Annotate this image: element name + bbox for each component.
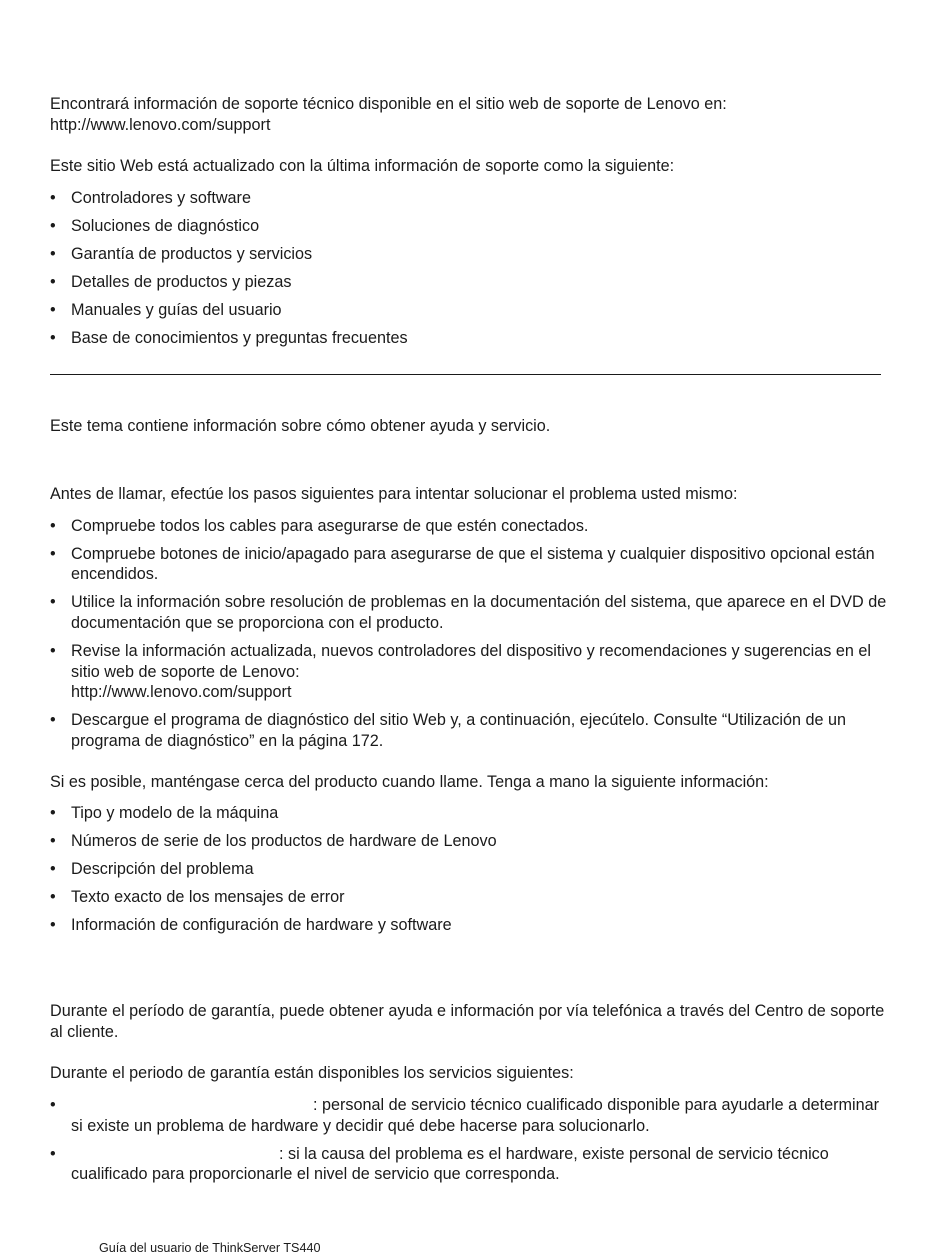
list-item: • Números de serie de los productos de hardware de Lenovo: [50, 831, 890, 852]
support-intro-text: Encontrará información de soporte técnico disponible en el sitio web de soporte de Lenovo en:: [50, 95, 727, 113]
help-intro: Este tema contiene información sobre cómo obtener ayuda y servicio.: [50, 416, 551, 435]
site-lead: Este sitio Web está actualizado con la última información de soporte como la siguiente:: [50, 157, 675, 176]
revise-text: Revise la información actualizada, nuevos controladores del dispositivo y recomendaciones y sugerencias en el sitio web de soporte de Lenovo:: [71, 642, 871, 681]
warranty-lead: Durante el periodo de garantía están disponibles los servicios siguientes:: [50, 1064, 574, 1083]
list-item: • Compruebe botones de inicio/apagado para asegurarse de que el sistema y cualquier dispositivo opcional están encendidos.: [50, 544, 890, 585]
list-item: • Detalles de productos y piezas: [50, 272, 890, 293]
list-item: • Manuales y guías del usuario: [50, 300, 890, 321]
list-item: [50, 1144, 890, 1185]
page-footer: Guía del usuario de ThinkServer TS440: [99, 1241, 321, 1255]
before-call-lead: Antes de llamar, efectúe los pasos siguientes para intentar solucionar el problema usted mismo:: [50, 485, 738, 504]
list-item: • Texto exacto de los mensajes de error: [50, 887, 890, 908]
list-item: • Controladores y software: [50, 188, 890, 209]
warranty-services-list: [50, 1095, 890, 1185]
before-call-list: [50, 516, 890, 752]
document-body: [50, 94, 890, 1192]
list-item: • Utilice la información sobre resolución de problemas en la documentación del sistema, que aparece en el DVD de documentación que se proporciona con el producto.: [50, 592, 890, 633]
list-item: • Descripción del problema: [50, 859, 890, 880]
support-url[interactable]: http://www.lenovo.com/support: [71, 683, 292, 702]
list-item: • Base de conocimientos y preguntas frecuentes: [50, 328, 890, 349]
near-product-lead: Si es posible, manténgase cerca del producto cuando llame. Tenga a mano la siguiente información:: [50, 772, 769, 791]
list-item: • Garantía de productos y servicios: [50, 244, 890, 265]
list-item: • Descargue el programa de diagnóstico del sitio Web y, a continuación, ejecútelo. Consulte “Utilización de un programa de diagnóstico” en la página 172.: [50, 710, 890, 751]
list-item: [50, 641, 890, 703]
service-description: : personal de servicio técnico cualificado disponible para ayudarle a determinar si existe un problema de hardware y decidir qué debe hacerse para solucionarlo.: [71, 1096, 879, 1135]
list-item: • Tipo y modelo de la máquina: [50, 803, 890, 824]
list-item: [50, 1095, 890, 1136]
list-item: • Información de configuración de hardware y software: [50, 915, 890, 936]
near-product-list: [50, 803, 890, 936]
list-item: • Soluciones de diagnóstico: [50, 216, 890, 237]
warranty-intro: Durante el período de garantía, puede obtener ayuda e información por vía telefónica a través del Centro de soporte al cliente.: [50, 1002, 885, 1041]
site-items-list: [50, 188, 890, 349]
support-intro-paragraph: [50, 94, 890, 135]
service-description: : si la causa del problema es el hardware, existe personal de servicio técnico cualificado para proporcionarle el nivel de servicio que corresponda.: [71, 1144, 829, 1184]
list-item: • Compruebe todos los cables para asegurarse de que estén conectados.: [50, 516, 890, 537]
support-url[interactable]: http://www.lenovo.com/support: [50, 115, 271, 134]
